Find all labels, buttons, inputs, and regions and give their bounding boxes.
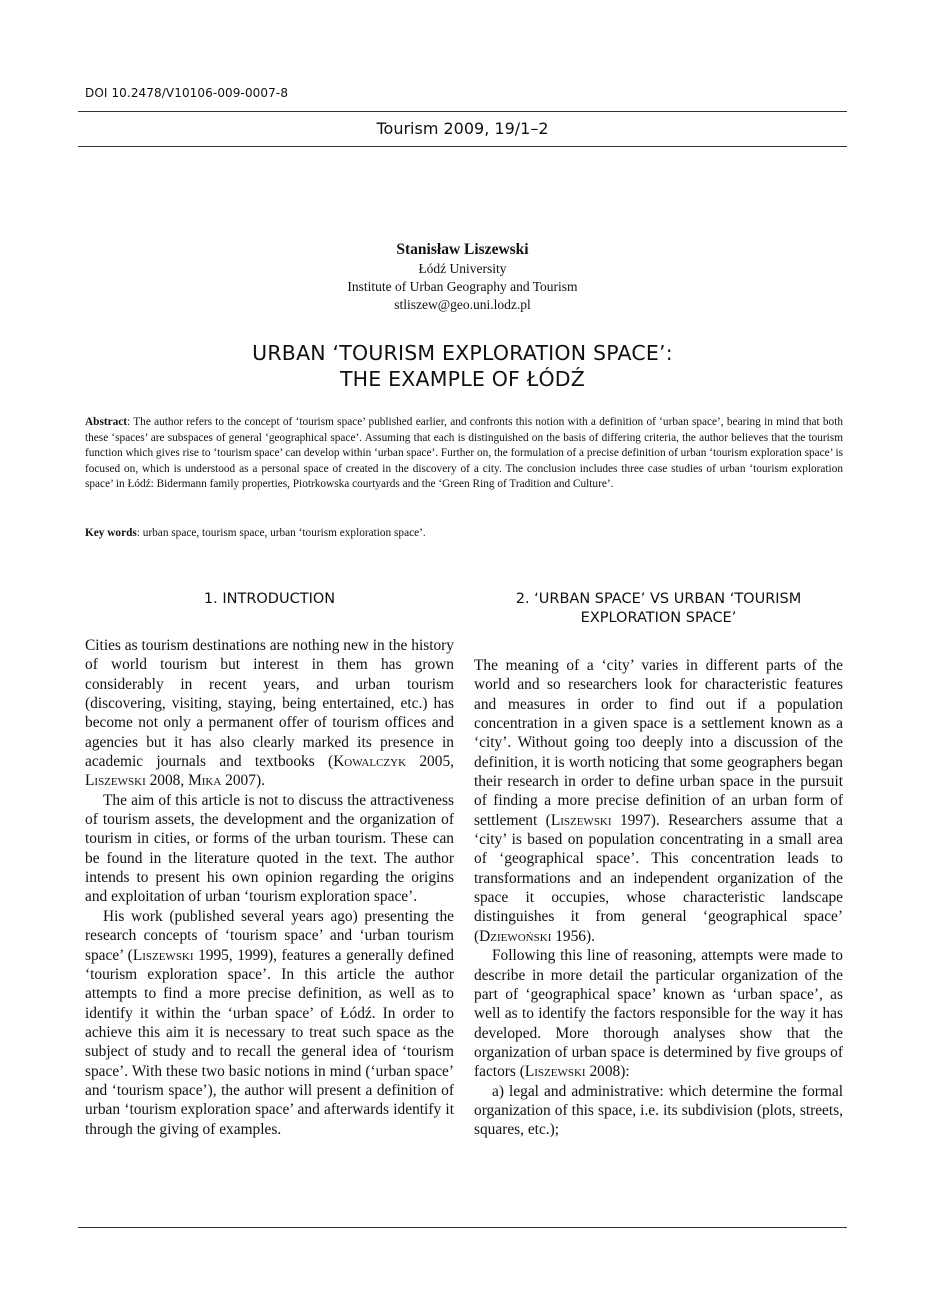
paper-title <box>78 340 847 392</box>
journal-title: Tourism 2009, 19/1–2 <box>376 119 549 138</box>
section2-heading-line1: 2. ‘URBAN SPACE’ VS URBAN ‘TOURISM <box>515 591 802 607</box>
author-block <box>78 240 847 314</box>
citation: Liszewski <box>550 811 612 829</box>
text-run: 2007). <box>221 772 265 790</box>
left-column <box>85 590 454 1139</box>
text-run: 2005, <box>406 753 454 771</box>
text-run: Following this line of reasoning, attempts were made to describe in more detail the particular organization of the part of ‘geographical space’ known as ‘urban space’, as well as to identify the factors responsible for the way it has developed. More thorough analyses show that the organization of urban space is determined by five groups of factors ( <box>474 947 843 1081</box>
abstract-text: : The author refers to the concept of ‘tourism space’ published earlier, and confronts this notion with a definition of ‘urban space’, bearing in mind that both these ‘spaces’ are subspaces of general ‘geographical space’. Assuming that each is distinguished on the basis of differing criteria, the author believes that the tourism function which gives rise to ‘tourism space’ can develop within ‘urban space’. Further on, the formulation of a precise definition of urban ‘tourism exploration space’ is focused on, which is understood as a personal space of created in the discovery of a city. The conclusion includes three case studies of urban ‘tourism exploration space’ in Łódź: Bidermann family properties, Piotrkowska courtyards and the ‘Green Ring of Tradition and Culture’. <box>85 416 843 491</box>
text-run: 2008, <box>145 772 189 790</box>
section1-paragraph-2: The aim of this article is not to discuss the attractiveness of tourism assets, the development and the organization of tourism in cities, or forms of the urban tourism. These can be found in the literature quoted in the text. The author intends to present his own opinion regarding the origins and exploitation of urban ‘tourism exploration space’. <box>85 791 454 906</box>
keywords-text: : urban space, tourism space, urban ‘tourism exploration space’. <box>136 527 426 539</box>
author-name: Stanisław Liszewski <box>396 241 529 258</box>
citation: Liszewski <box>524 1063 586 1081</box>
text-run: His work (published several years ago) presenting the research concepts of ‘tourism space’ and ‘urban tourism space’ ( <box>85 907 454 964</box>
citation: Liszewski <box>132 946 194 964</box>
text-run: Cities as tourism destinations are nothing new in the history of world tourism but interest in them has grown considerably in recent years, and urban tourism (discovering, visiting, staying, being entertained, etc.) has become not only a permanent offer of tourism offices and agencies but it has also clearly marked its presence in academic journals and textbooks ( <box>85 637 454 771</box>
header-rule-top <box>78 111 847 112</box>
paper-title-line2: THE EXAMPLE OF ŁÓDŹ <box>339 367 586 391</box>
section2-heading <box>474 590 843 656</box>
right-column <box>474 590 843 1140</box>
section2-list-item-a: a) legal and administrative: which determine the formal organization of this space, i.e. its subdivision (plots, streets, squares, etc.); <box>474 1082 843 1139</box>
section1-heading: 1. INTRODUCTION <box>203 591 336 607</box>
author-university: Łódź University <box>418 261 507 276</box>
citation: Liszewski <box>85 772 146 790</box>
text-run: 1995, 1999), features a generally defined ‘tourism exploration space’. In this article the author attempts to find a more precise definition, as well as to identify it within the ‘urban space’ of Łódź. In order to achieve this aim it is necessary to treat such space as the subject of study and to recall the general idea of ‘tourism space’. With these two basic notions in mind (‘urban space’ and ‘tourism space’), the author will present a definition of urban ‘tourism exploration space’ and afterwards identify it through the giving of examples. <box>85 946 454 1138</box>
section2-heading-line2: EXPLORATION SPACE’ <box>580 610 737 626</box>
citation: Kowalczyk <box>333 753 407 771</box>
citation: Dziewoński <box>479 927 552 945</box>
citation: Mika <box>188 772 222 790</box>
author-institute: Institute of Urban Geography and Tourism <box>347 279 578 294</box>
abstract <box>85 415 843 493</box>
text-run: The meaning of a ‘city’ varies in different parts of the world and so researchers look for characteristic features and measures in order to find out if a population concentration in a given space is a settlement known as a ‘city’. Without going too deeply into a discussion of the definition, it is worth noticing that some geographers began their research in order to define urban space in the pursuit of finding a more precise definition of an urban form of settlement ( <box>474 657 843 829</box>
text-run: 1956). <box>551 927 595 945</box>
section1-paragraph-3 <box>85 907 454 1139</box>
section2-paragraph-1 <box>474 656 843 946</box>
section1-paragraph-1 <box>85 636 454 791</box>
text-run: 2008): <box>585 1063 630 1081</box>
text-run: 1997). Researchers assume that a ‘city’ is based on population concentrating in a small area of ‘geographical space’. This concentration leads to transformations and an independent organization of the space it occupies, whose characteristic landscape distinguishes it from general ‘geographical space’ ( <box>474 811 843 945</box>
abstract-label: Abstract <box>85 416 128 428</box>
footer-rule <box>78 1227 847 1228</box>
header-rule-bottom <box>78 146 847 147</box>
keywords <box>85 526 843 542</box>
author-email: stliszew@geo.uni.lodz.pl <box>394 297 531 312</box>
paper-title-line1: URBAN ‘TOURISM EXPLORATION SPACE’: <box>252 341 673 365</box>
keywords-label: Key words <box>85 527 137 539</box>
section2-paragraph-2 <box>474 946 843 1081</box>
doi-label: DOI 10.2478/V10106-009-0007-8 <box>85 86 289 100</box>
